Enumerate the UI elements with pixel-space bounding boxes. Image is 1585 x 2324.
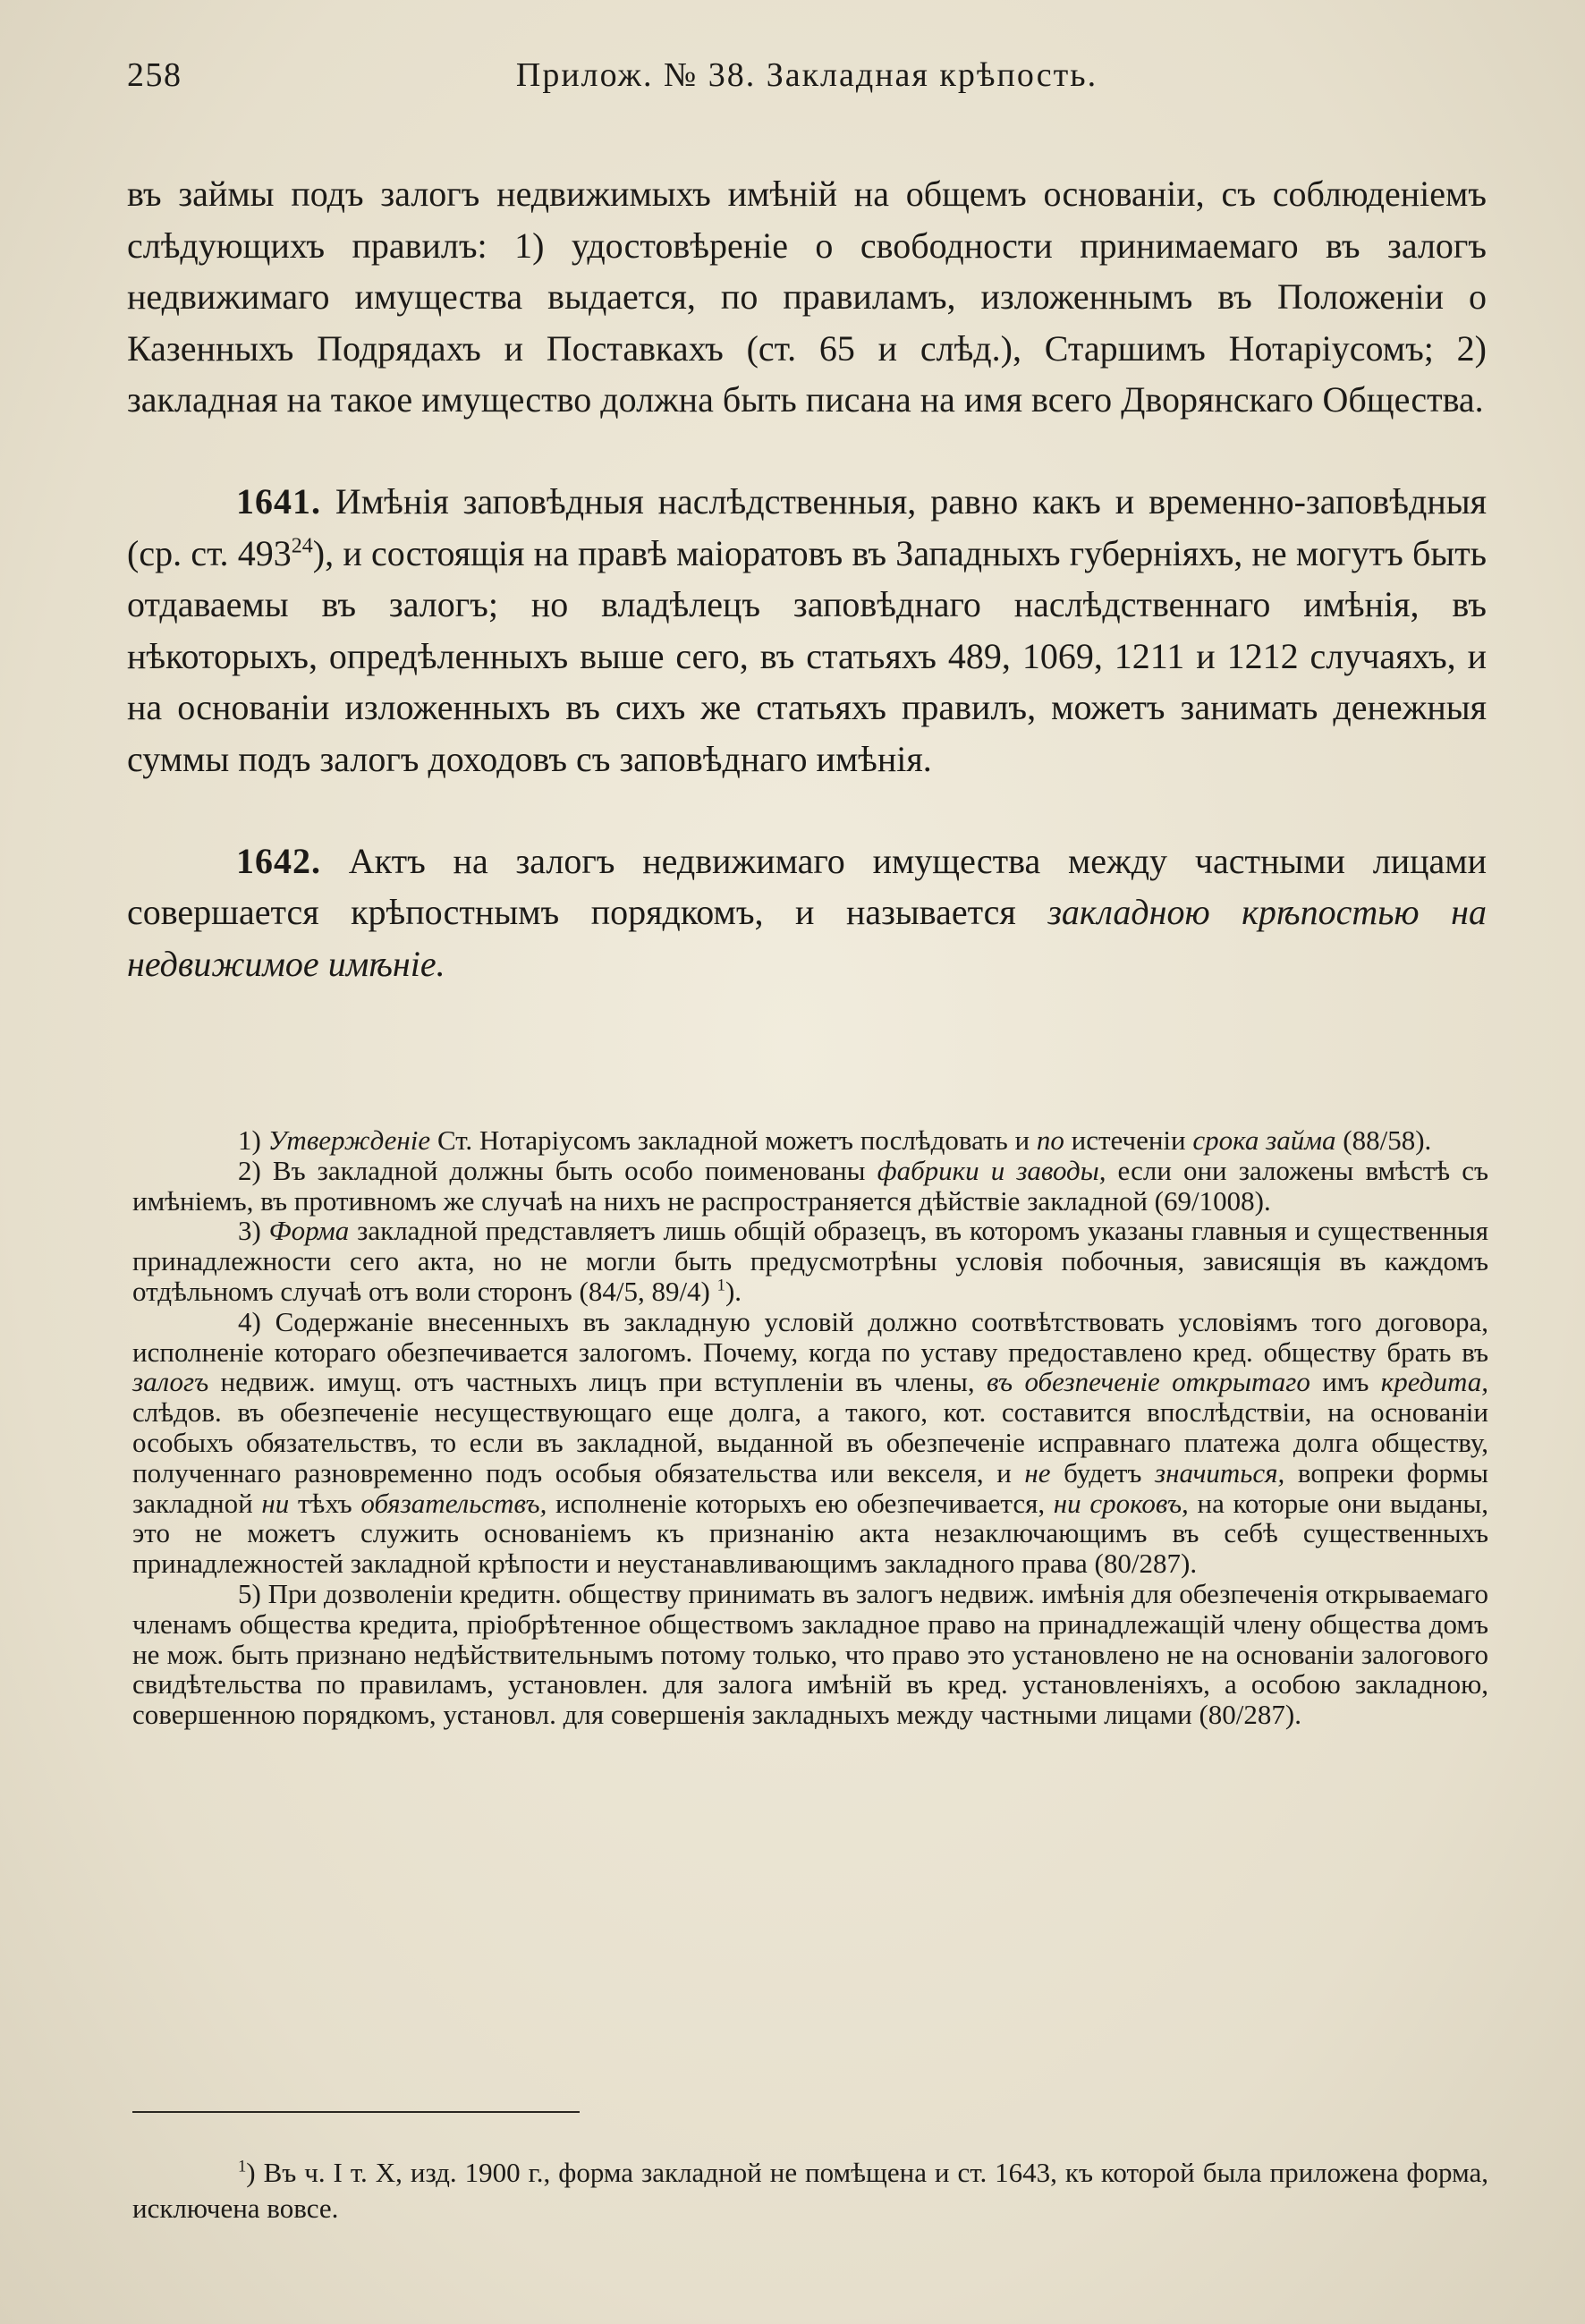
note-text: недвиж. имущ. отъ частныхъ лицъ при вступленіи въ члены,: [208, 1366, 987, 1398]
note-italic: Форма: [268, 1215, 350, 1247]
note-italic: Утвержденіе: [267, 1124, 431, 1156]
article-number: 1642.: [236, 840, 321, 881]
note-italic: въ обезпеченіе открытаго: [986, 1366, 1310, 1398]
article-1641: [127, 476, 1487, 785]
notes-block: [132, 1125, 1488, 1730]
note-text: тѣхъ: [289, 1487, 361, 1519]
article-number: 1641.: [236, 480, 321, 522]
note-text: 2) Въ закладной должны быть особо поименованы: [238, 1154, 877, 1186]
article-text: ), и состоящія на правѣ маіоратовъ въ Западныхъ губерніяхъ, не могутъ быть отдаваемы въ залогъ; но владѣлецъ заповѣднаго наслѣдственнаго имѣнія, въ нѣкоторыхъ, опредѣленныхъ выше сего, въ статьяхъ 489, 1069, 1211 и 1212 случаяхъ, и на основаніи изложенныхъ въ сихъ же статьяхъ правилъ, можетъ занимать денежныя суммы подъ залогъ доходовъ съ заповѣднаго имѣнія.: [127, 532, 1487, 779]
note-text: истеченіи: [1064, 1124, 1193, 1156]
footnote-marker: 1: [238, 2157, 247, 2176]
article-text: Актъ на залогъ недвижимаго имущества между частными лицами совершается крѣпостнымъ порядкомъ, и называется: [127, 840, 1487, 933]
note-italic: залогъ: [132, 1366, 209, 1398]
note-text: вопреки формы закладной: [132, 1456, 1488, 1519]
note-italic: срока займа: [1192, 1124, 1336, 1156]
note-italic: обязательствъ,: [360, 1487, 547, 1519]
note-text: ).: [725, 1275, 742, 1307]
article-text: Имѣнія заповѣдныя наслѣдственныя, равно какъ и временно-заповѣдныя (ср. ст. 493: [127, 480, 1487, 573]
note-italic: кредита,: [1380, 1366, 1488, 1398]
page-number: 258: [127, 56, 182, 94]
note-text: 4) Содержаніе внесенныхъ въ закладную условій должно соотвѣтствовать условіямъ того договора, исполненіе котораго обезпечивается залогомъ. Почему, когда по уставу предоставлено кред. обществу брать въ: [132, 1305, 1488, 1368]
main-text: [127, 168, 1487, 989]
note-5: 5) При дозволеніи кредитн. обществу принимать въ залогъ недвиж. имѣнія для обезпеченія открываемаго членамъ общества кредита, пріобрѣтенное обществомъ закладное право на принадлежащій члену общества домъ не мож. быть признано недѣйствительнымъ потому только, что право это установлено не на основаніи залогового свидѣтельства по правиламъ, установлен. для залога имѣній въ кред. установленіяхъ, а особою закладною, совершенною порядкомъ, установл. для совершенія закладныхъ между частными лицами (80/287).: [132, 1577, 1488, 1731]
footnote-ref: 1: [716, 1276, 725, 1295]
note-text: если они заложены вмѣстѣ съ имѣніемъ, въ противномъ же случаѣ на нихъ не распространяется дѣйствіе закладной (69/1008).: [132, 1154, 1489, 1217]
note-text: будетъ: [1050, 1456, 1156, 1489]
superscript: 24: [291, 534, 313, 558]
note-4: [132, 1307, 1488, 1579]
note-2: [132, 1156, 1488, 1217]
note-3: [132, 1216, 1488, 1306]
note-1: [132, 1125, 1488, 1156]
note-italic: значиться,: [1155, 1456, 1285, 1489]
running-head: [127, 55, 1487, 109]
footnote: [132, 2155, 1488, 2226]
article-term: закладною крѣпостью на недвижимое имѣніе.: [127, 892, 1487, 984]
note-italic: не: [1024, 1456, 1051, 1489]
note-text: (88/58).: [1335, 1124, 1432, 1156]
note-text: закладной представляетъ лишь общій образецъ, въ которомъ указаны главныя и существенныя принадлежности сего акта, но не могли быть предусмотрѣны условія побочныя, зависящія въ каждомъ отдѣльномъ случаѣ отъ воли сторонъ (84/5, 89/4): [132, 1215, 1488, 1307]
note-italic: фабрики и заводы,: [877, 1154, 1106, 1186]
note-italic: по: [1036, 1124, 1064, 1156]
note-text: на которые они выданы, это не можетъ служить основаніемъ къ признанію акта незаключающимъ въ себѣ существенныхъ принадлежностей закладной крѣпости и неустанавливающимъ закладного права (80/287).: [132, 1487, 1488, 1580]
note-text: 3): [238, 1215, 269, 1247]
note-text: Ст. Нотаріусомъ закладной можетъ послѣдовать и: [430, 1124, 1037, 1156]
note-italic: ни: [261, 1487, 290, 1519]
note-text: 1): [238, 1124, 268, 1156]
note-italic: ни сроковъ,: [1053, 1487, 1189, 1519]
article-1642: [127, 835, 1487, 990]
footnote-divider: [132, 2111, 580, 2113]
note-text: исполненіе которыхъ ею обезпечивается,: [547, 1487, 1054, 1519]
note-text: слѣдов. въ обезпеченіе несуществующаго еще долга, а такого, кот. составится впослѣдствіи, на основаніи особыхъ обязательствъ, то если въ закладной, выданной въ обезпеченіе исправнаго платежа долга обществу, полученнаго разновременно подъ особыя обязательства или векселя, и: [132, 1396, 1488, 1489]
running-title: Прилож. № 38. Закладная крѣпость.: [515, 56, 1098, 94]
continuation-paragraph: въ займы подъ залогъ недвижимыхъ имѣній на общемъ основаніи, съ соблюденіемъ слѣдующихъ правилъ: 1) удостовѣреніе о свободности принимаемаго въ залогъ недвижимаго имущества выдается, по правиламъ, изложеннымъ въ Положеніи о Казенныхъ Подрядахъ и Поставкахъ (ст. 65 и слѣд.), Старшимъ Нотаріусомъ; 2) закладная на такое имущество должна быть писана на имя всего Дворянскаго Общества.: [127, 174, 1487, 420]
footnote-text: ) Въ ч. I т. X, изд. 1900 г., форма закладной не помѣщена и ст. 1643, къ которой была приложена форма, исключена вовсе.: [132, 2157, 1488, 2224]
note-text: имъ: [1310, 1366, 1381, 1398]
